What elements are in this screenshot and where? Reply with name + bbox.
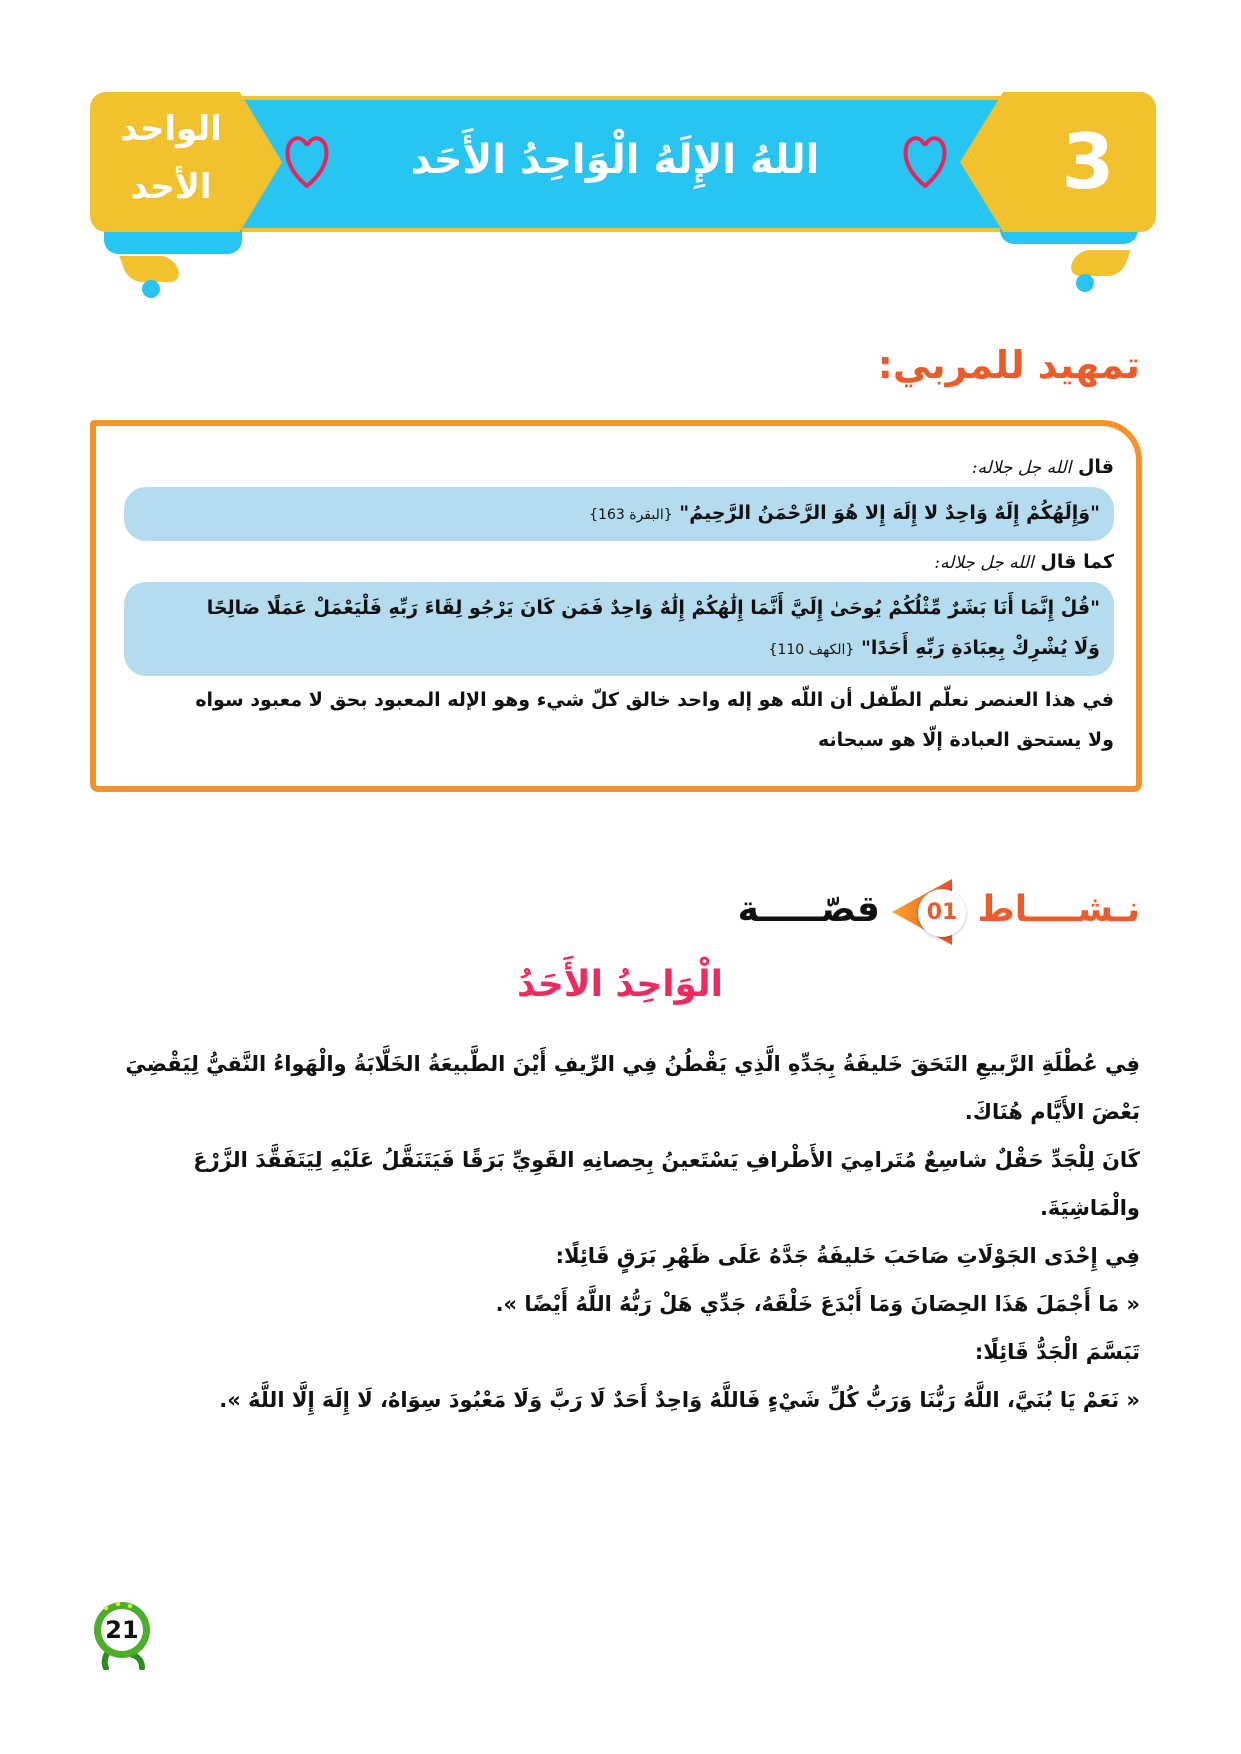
topic-tag-line2: الأحد <box>130 167 212 207</box>
intro-paragraph <box>124 680 1114 760</box>
verse-line <box>138 628 1100 670</box>
page-number: 21 <box>105 1616 139 1644</box>
story-body <box>90 1040 1140 1424</box>
verse-reference: {الكهف 110} <box>768 642 855 658</box>
paragraph-line: ولا يستحق العبادة إلّا هو سبحانه <box>818 729 1114 751</box>
lesson-title: اللهُ الإِلَهُ الْوَاحِدُ الأَحَد <box>410 137 820 183</box>
lesson-number: 3 <box>1061 117 1115 206</box>
story-line: تَبَسَّمَ الْجَدُّ قَائِلًا: <box>974 1340 1140 1364</box>
intro-box <box>90 420 1142 792</box>
activity-type: قصّـــــة <box>737 889 880 930</box>
heart-icon <box>902 132 948 188</box>
label-script: الله جل جلاله: <box>971 458 1072 478</box>
story-line: « نَعَمْ يَا بُنَيَّ، اللَّهُ رَبُّنَا وَرَبُّ كُلِّ شَيْءٍ فَاللَّهُ وَاحِدٌ أَحَدٌ لَا رَبَّ وَلَا مَعْبُودَ سِوَاهُ، لَا إِلَهَ إِلَّا اللَّهُ ». <box>219 1388 1140 1412</box>
verse-box <box>124 487 1114 541</box>
badge-tail <box>1067 250 1130 276</box>
story-line: بَعْضَ الأَيَّام هُنَاكَ. <box>964 1100 1140 1124</box>
story-line: فِي عُطْلَةِ الرَّبيعِ التَحَقَ خَليفَةُ بِجَدِّهِ الَّذِي يَقْطُنُ فِي الرِّيفِ أَيْنَ الطَّبيعَةُ الخَلَّابَةُ والْهَواءُ النَّقيُّ لِيَقْضِيَ <box>125 1052 1140 1076</box>
heart-icon <box>284 132 330 188</box>
verse-line: "قُلْ إِنَّمَا أَنَا بَشَرٌ مِّثْلُكُمْ يُوحَىٰ إِلَيَّ أَنَّمَا إِلَٰهُكُمْ إِلَٰهٌ وَاحِدٌ فَمَن كَانَ يَرْجُو لِقَاءَ رَبِّهِ فَلْيَعْمَلْ عَمَلًا صَالِحًا <box>206 597 1100 619</box>
label-prefix: كما قال <box>1040 551 1114 573</box>
verse-text: وَلَا يُشْرِكْ بِعِبَادَةِ رَبِّهِ أَحَدًا" <box>860 637 1100 659</box>
intro-heading: تمهيد للمربي: <box>877 343 1140 387</box>
verse-box <box>124 582 1114 676</box>
verse-line <box>138 493 1100 535</box>
verse-text: "وَإِلَهُكُمْ إِلَهٌ وَاحِدٌ لا إِلَهَ إِلا هُوَ الرَّحْمَنُ الرَّحِيمُ" <box>679 502 1100 524</box>
badge-dot <box>1076 274 1094 292</box>
verse-reference: {البقرة 163} <box>589 507 673 523</box>
badge-tail <box>119 256 182 282</box>
verse-intro-label <box>124 545 1114 580</box>
badge-dot <box>142 280 160 298</box>
story-line: كَانَ لِلْجَدِّ حَقْلٌ شاسِعٌ مُتَرامِيَ الأَطْرافِ يَسْتَعينُ بِحِصانِهِ القَوِيِّ بَرَقًا فَيَتَنَقَّلُ عَلَيْهِ لِيَتَفَقَّدَ الزَّرْعَ والْمَاشِيَةَ. <box>193 1148 1140 1220</box>
paragraph-line: في هذا العنصر نعلّم الطّفل أن اللّه هو إله واحد خالق كلّ شيء وهو الإله المعبود بحق لا معبود سواه <box>195 689 1114 711</box>
activity-label: نـشــــاط <box>977 889 1140 930</box>
topic-tag-line1: الواحد <box>120 109 222 149</box>
verse-intro-label <box>124 450 1114 485</box>
story-title: الْوَاحِدُ الأَحَدُ <box>517 964 723 1005</box>
story-line: فِي إِحْدَى الجَوْلَاتِ صَاحَبَ خَليفَةُ جَدَّهُ عَلَى ظَهْرِ بَرَقٍ قَائِلًا: <box>555 1244 1140 1268</box>
activity-number: 01 <box>918 889 966 937</box>
story-line: « مَا أَجْمَلَ هَذَا الحِصَانَ وَمَا أَبْدَعَ خَلْقَهُ، جَدِّي هَلْ رَبُّهُ اللَّهُ أَيْضًا ». <box>495 1292 1140 1316</box>
label-prefix: قال <box>1077 456 1114 478</box>
topic-tag <box>96 100 246 216</box>
label-script: الله جل جلاله: <box>934 553 1034 573</box>
